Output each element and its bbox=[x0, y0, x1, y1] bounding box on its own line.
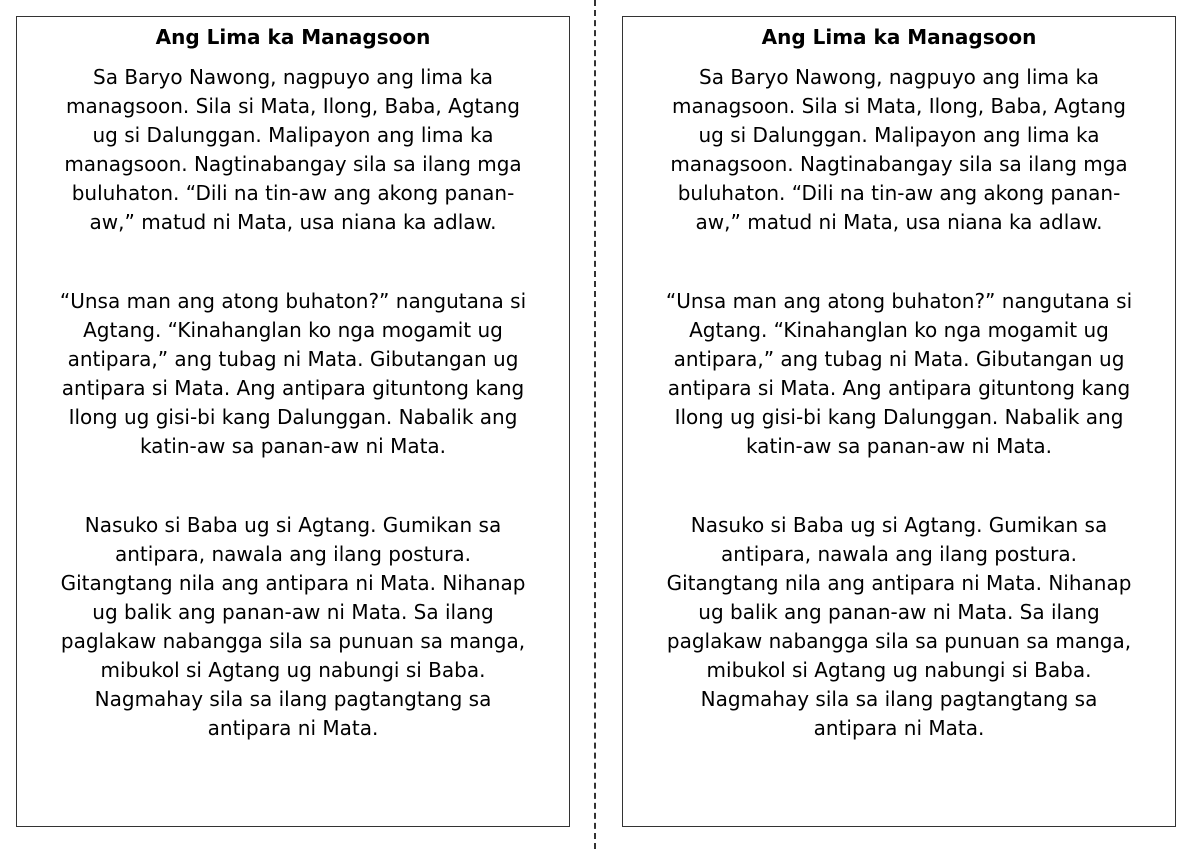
story-title: Ang Lima ka Managsoon bbox=[155, 25, 431, 49]
story-paragraph-3: Nasuko si Baba ug si Agtang. Gumikan sa antipara, nawala ang ilang postura. Gitangtang nila ang antipara ni Mata. Nihanap ug balik ang panan-aw ni Mata. Sa ilang paglakaw nabangga sila sa punuan sa manga, mibukol si Agtang ug nabungi si Baba. Nagmahay sila sa ilang pagtangtang sa antipara ni Mata. bbox=[666, 513, 1132, 740]
story-title: Ang Lima ka Managsoon bbox=[761, 25, 1037, 49]
story-paragraph-2: “Unsa man ang atong buhaton?” nangutana si Agtang. “Kinahanglan ko nga mogamit ug antipara,” ang tubag ni Mata. Gibutangan ug antipara si Mata. Ang antipara gituntong kang Ilong ug gisi-bi kang Dalunggan. Nabalik ang katin-aw sa panan-aw ni Mata. bbox=[59, 289, 527, 458]
story-paragraph-1: Sa Baryo Nawong, nagpuyo ang lima ka managsoon. Sila si Mata, Ilong, Baba, Agtang ug si Dalunggan. Malipayon ang lima ka managsoon. Nagtinabangay sila sa ilang mga buluhaton. “Dili na tin-aw ang akong panan- aw,” matud ni Mata, usa niana ka adlaw. bbox=[670, 65, 1128, 234]
story-card-left bbox=[16, 16, 570, 827]
story-paragraph-1: Sa Baryo Nawong, nagpuyo ang lima ka managsoon. Sila si Mata, Ilong, Baba, Agtang ug si Dalunggan. Malipayon ang lima ka managsoon. Nagtinabangay sila sa ilang mga buluhaton. “Dili na tin-aw ang akong panan- aw,” matud ni Mata, usa niana ka adlaw. bbox=[64, 65, 522, 234]
story-paragraph-3: Nasuko si Baba ug si Agtang. Gumikan sa antipara, nawala ang ilang postura. Gitangtang nila ang antipara ni Mata. Nihanap ug balik ang panan-aw ni Mata. Sa ilang paglakaw nabangga sila sa punuan sa manga, mibukol si Agtang ug nabungi si Baba. Nagmahay sila sa ilang pagtangtang sa antipara ni Mata. bbox=[60, 513, 526, 740]
dashed-cut-line bbox=[594, 0, 596, 849]
story-paragraph-2: “Unsa man ang atong buhaton?” nangutana si Agtang. “Kinahanglan ko nga mogamit ug antipara,” ang tubag ni Mata. Gibutangan ug antipara si Mata. Ang antipara gituntong kang Ilong ug gisi-bi kang Dalunggan. Nabalik ang katin-aw sa panan-aw ni Mata. bbox=[665, 289, 1133, 458]
story-card-right bbox=[622, 16, 1176, 827]
